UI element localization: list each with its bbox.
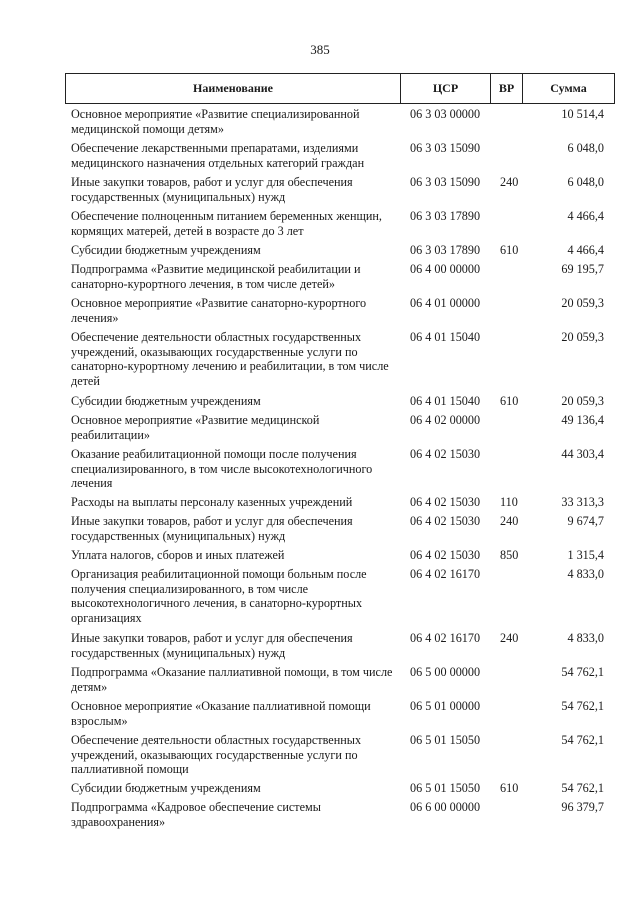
row-csr: 06 4 02 15030: [410, 548, 481, 562]
row-name: Основное мероприятие «Развитие медицинской реабилитации»: [71, 413, 320, 442]
row-sum: 10 514,4: [561, 107, 604, 121]
row-csr: 06 5 01 00000: [410, 699, 481, 713]
row-csr: 06 3 03 15090: [410, 175, 481, 189]
row-sum: 54 762,1: [561, 699, 604, 713]
row-name: Оказание реабилитационной помощи после получения специализированного, в том числе высокотехнологичного лечения: [71, 447, 373, 490]
row-name: Субсидии бюджетным учреждениям: [71, 781, 261, 795]
row-name: Обеспечение деятельности областных государственных учреждений, оказывающих государственные услуги по санаторно-курортному лечению и реабилитации, в том числе детей: [71, 330, 389, 388]
row-sum: 54 762,1: [561, 733, 604, 747]
row-csr: 06 3 03 17890: [410, 243, 481, 257]
header-vr: ВР: [491, 74, 523, 103]
row-sum: 9 674,7: [567, 514, 604, 528]
row-sum: 4 466,4: [567, 209, 604, 223]
row-name: Субсидии бюджетным учреждениям: [71, 243, 261, 257]
row-name: Уплата налогов, сборов и иных платежей: [71, 548, 285, 562]
row-name: Основное мероприятие «Оказание паллиативной помощи взрослым»: [71, 699, 371, 728]
row-csr: 06 4 01 15040: [410, 394, 481, 408]
row-sum: 96 379,7: [561, 800, 604, 814]
row-csr: 06 4 00 00000: [410, 262, 481, 276]
row-vr: 110: [500, 495, 518, 509]
row-csr: 06 4 02 16170: [410, 567, 481, 581]
row-name: Основное мероприятие «Развитие специализированной медицинской помощи детям»: [71, 107, 360, 136]
row-sum: 20 059,3: [561, 330, 604, 344]
row-csr: 06 3 03 15090: [410, 141, 481, 155]
row-sum: 33 313,3: [561, 495, 604, 509]
row-sum: 1 315,4: [567, 548, 604, 562]
row-sum: 49 136,4: [561, 413, 604, 427]
row-sum: 4 833,0: [567, 631, 604, 645]
row-name: Основное мероприятие «Развитие санаторно-курортного лечения»: [71, 296, 367, 325]
row-vr: 610: [500, 394, 519, 408]
row-csr: 06 3 03 17890: [410, 209, 481, 223]
row-name: Иные закупки товаров, работ и услуг для обеспечения государственных (муниципальных) нужд: [71, 514, 353, 543]
row-sum: 20 059,3: [561, 296, 604, 310]
row-sum: 54 762,1: [561, 665, 604, 679]
row-name: Субсидии бюджетным учреждениям: [71, 394, 261, 408]
header-name: Наименование: [66, 74, 401, 103]
row-sum: 6 048,0: [567, 175, 604, 189]
row-name: Иные закупки товаров, работ и услуг для обеспечения государственных (муниципальных) нужд: [71, 175, 353, 204]
row-sum: 20 059,3: [561, 394, 604, 408]
row-vr: 610: [500, 243, 519, 257]
row-name: Подпрограмма «Развитие медицинской реабилитации и санаторно-курортного лечения, в том числе детей»: [71, 262, 361, 291]
row-csr: 06 5 01 15050: [410, 733, 481, 747]
row-name: Обеспечение деятельности областных государственных учреждений, оказывающих государственные услуги по паллиативной помощи: [71, 733, 362, 776]
row-csr: 06 5 01 15050: [410, 781, 481, 795]
row-sum: 54 762,1: [561, 781, 604, 795]
row-csr: 06 4 01 15040: [410, 330, 481, 344]
row-name: Подпрограмма «Оказание паллиативной помощи, в том числе детям»: [71, 665, 393, 694]
row-vr: 240: [500, 514, 519, 528]
row-csr: 06 5 00 00000: [410, 665, 481, 679]
row-csr: 06 4 02 00000: [410, 413, 481, 427]
row-name: Организация реабилитационной помощи больным после получения специализированного, в том числе высокотехнологичного лечения, в санаторно-курортных организациях: [71, 567, 367, 625]
row-csr: 06 4 02 16170: [410, 631, 481, 645]
row-csr: 06 3 03 00000: [410, 107, 481, 121]
row-sum: 4 466,4: [567, 243, 604, 257]
row-csr: 06 4 02 15030: [410, 514, 481, 528]
row-csr: 06 4 02 15030: [410, 495, 481, 509]
row-name: Обеспечение полноценным питанием беременных женщин, кормящих матерей, детей в возрасте до 3 лет: [71, 209, 382, 238]
row-vr: 610: [500, 781, 519, 795]
row-sum: 4 833,0: [567, 567, 604, 581]
row-name: Иные закупки товаров, работ и услуг для обеспечения государственных (муниципальных) нужд: [71, 631, 353, 660]
row-csr: 06 4 02 15030: [410, 447, 481, 461]
header-sum: Сумма: [550, 81, 587, 95]
row-name: Расходы на выплаты персоналу казенных учреждений: [71, 495, 353, 509]
row-name: Подпрограмма «Кадровое обеспечение системы здравоохранения»: [71, 800, 321, 829]
page-number: 385: [310, 42, 330, 57]
row-vr: 850: [500, 548, 519, 562]
row-csr: 06 4 01 00000: [410, 296, 481, 310]
row-vr: 240: [500, 631, 519, 645]
header-csr: ЦСР: [401, 74, 491, 103]
row-sum: 44 303,4: [561, 447, 604, 461]
row-name: Обеспечение лекарственными препаратами, изделиями медицинского назначения отдельных категорий граждан: [71, 141, 365, 170]
row-vr: 240: [500, 175, 519, 189]
row-csr: 06 6 00 00000: [410, 800, 481, 814]
row-sum: 69 195,7: [561, 262, 604, 276]
row-sum: 6 048,0: [567, 141, 604, 155]
